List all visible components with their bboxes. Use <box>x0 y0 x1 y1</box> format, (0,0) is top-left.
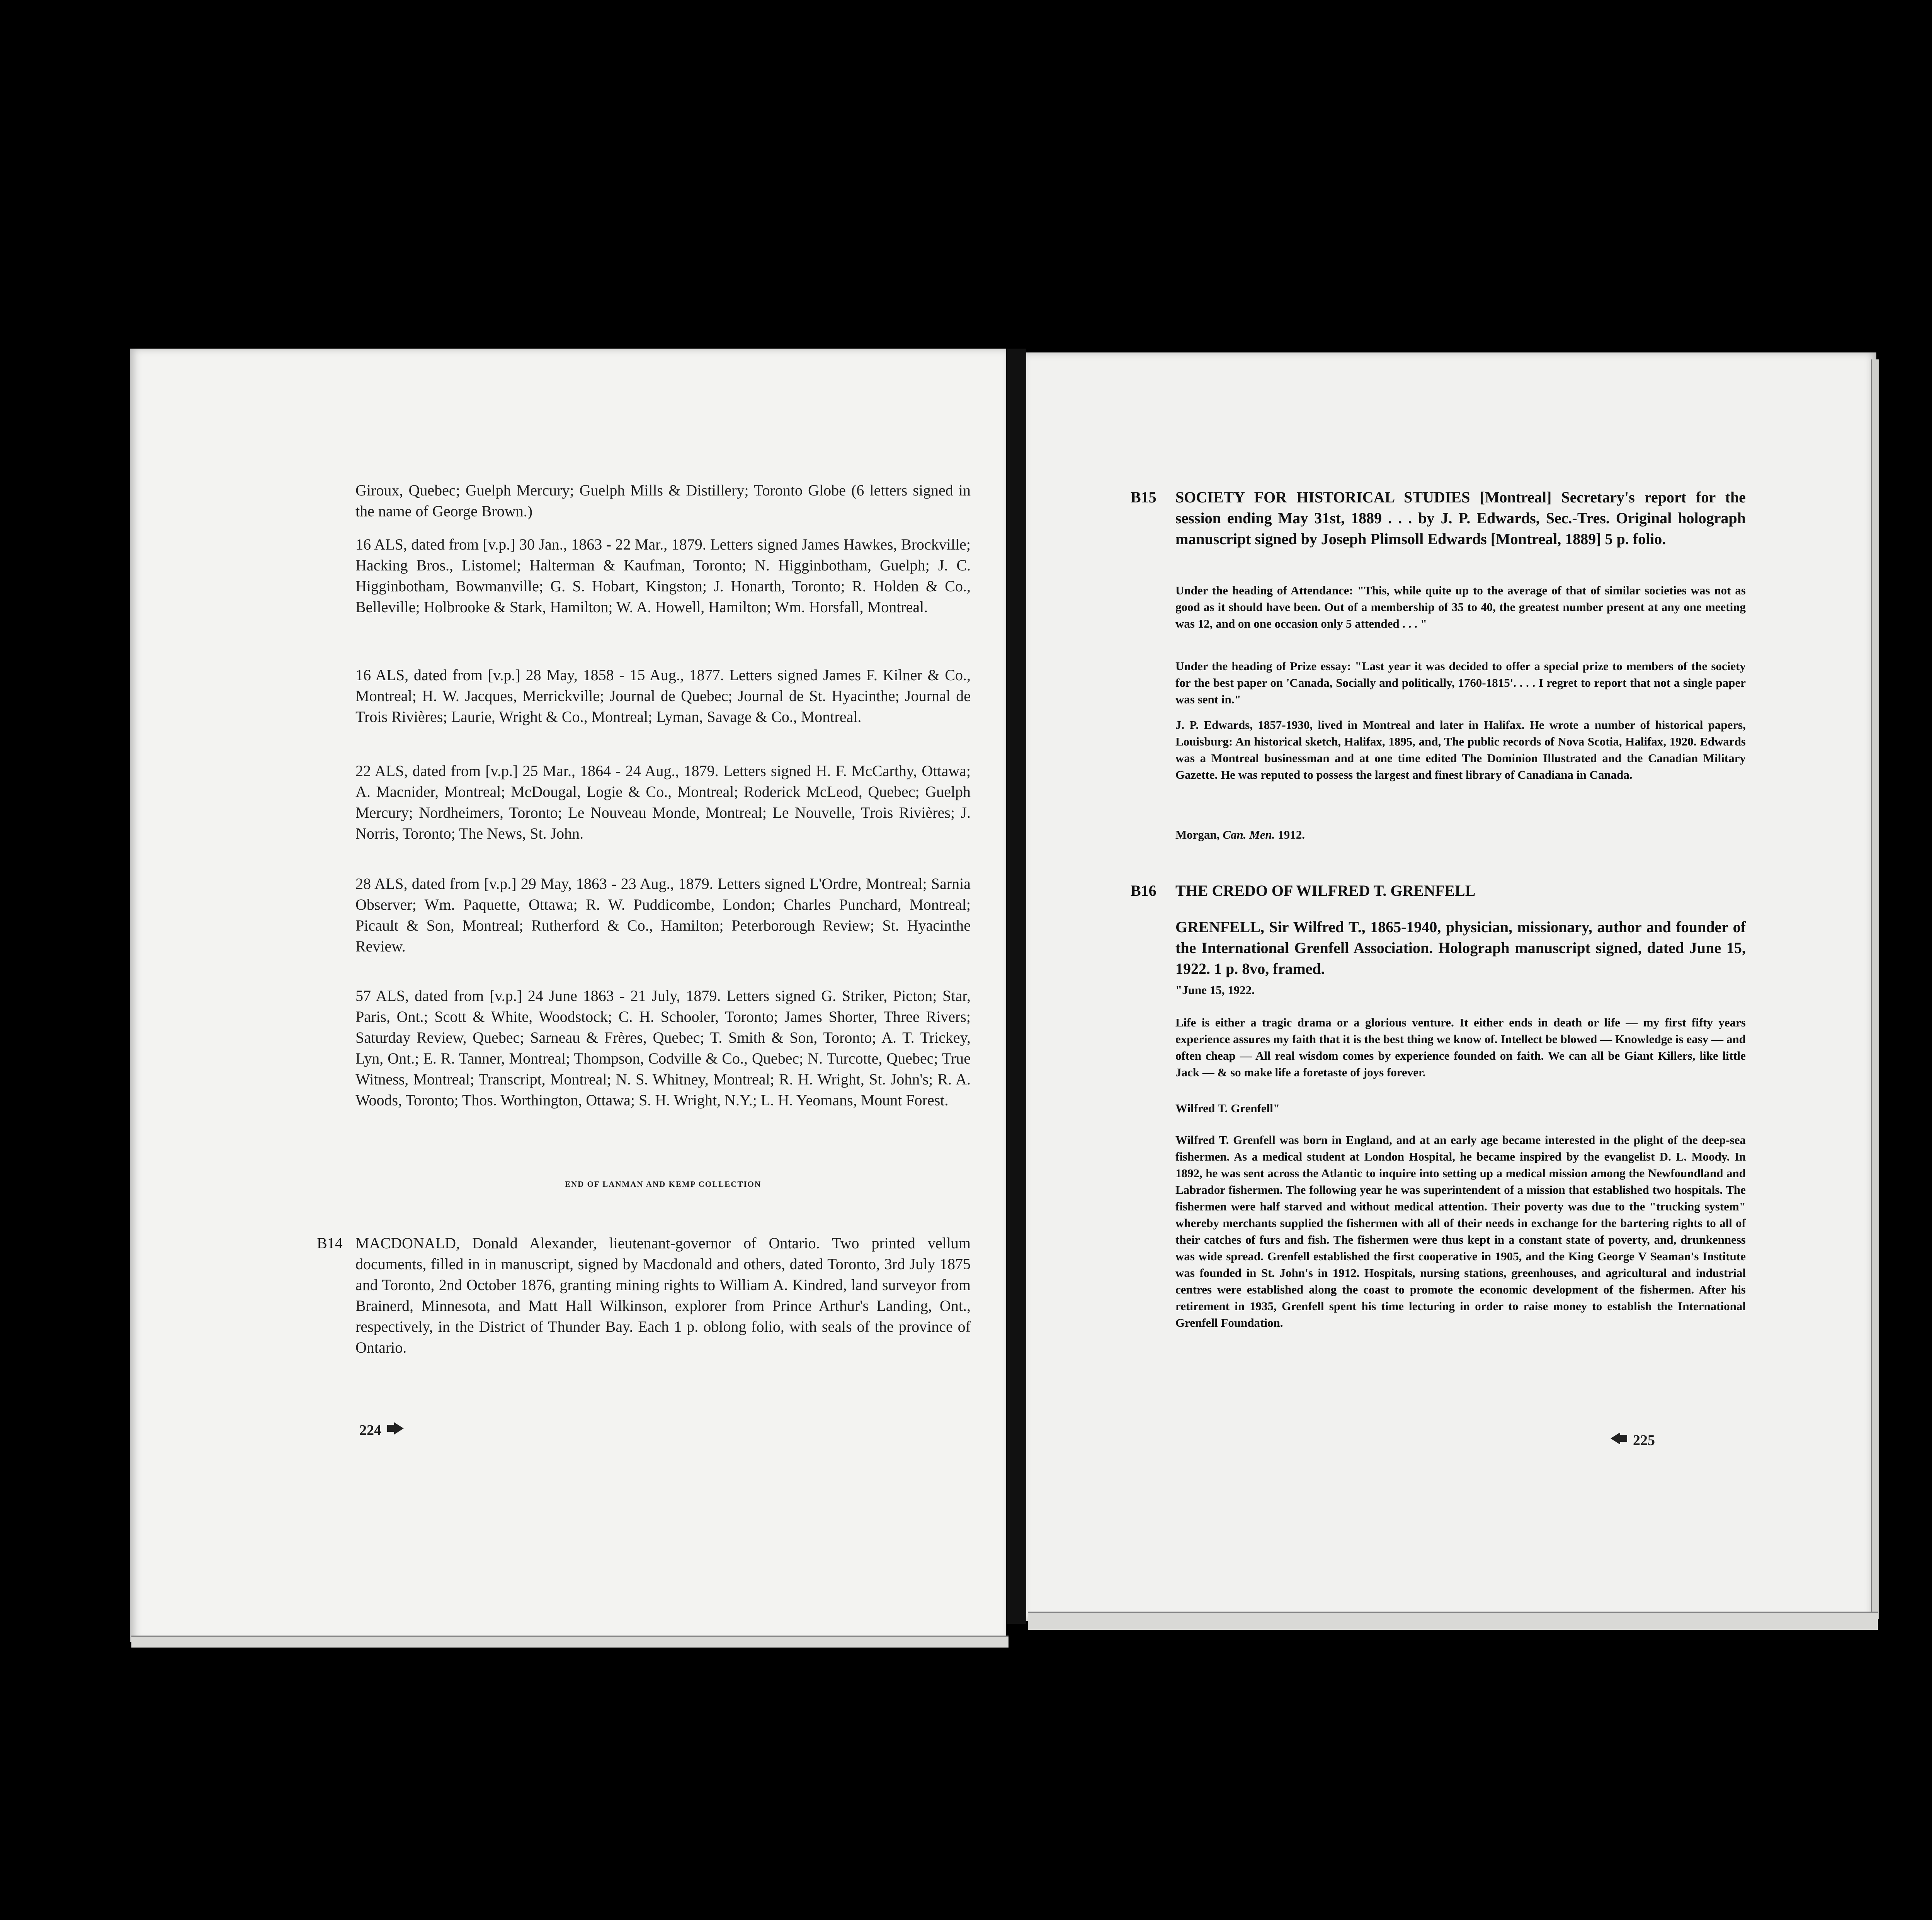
page-stack-edge <box>1871 359 1879 1619</box>
page-number-right <box>1610 1431 1655 1449</box>
lot-b16-signature: Wilfred T. Grenfell" <box>1175 1101 1280 1115</box>
left-page <box>130 349 1006 1642</box>
lot-b15-attendance: Under the heading of Attendance: "This, while quite up to the average of that of similar societies was not as good as it should have been. Out of a membership of 35 to 40, the greatest number present at any one meeting was 12, and on one occasion only 5 attended . . . " <box>1175 584 1746 630</box>
page-number-left <box>359 1421 405 1439</box>
lot-b15-prize-essay: Under the heading of Prize essay: "Last year it was decided to offer a special prize to members of the society for the best paper on 'Canada, Socially and politically, 1760-1815'. . . . I regret to report that not a single paper was sent in." <box>1175 659 1746 706</box>
end-of-collection-heading: END OF LANMAN AND KEMP COLLECTION <box>565 1180 761 1189</box>
lot-entry-16-als-a: 16 ALS, dated from [v.p.] 30 Jan., 1863 - 22 Mar., 1879. Letters signed James Hawkes, Brockville; Hacking Bros., Listomel; Halterman & Kaufman, Toronto; N. Higginbotham, Guelph; J. C. Higginbotham, Bowmanville; G. S. Hobart, Kingston; J. Honarth, Toronto; R. Holden & Co., Belleville; Holbrooke & Stark, Hamilton; W. A. Howell, Hamilton; Wm. Horsfall, Montreal. <box>355 536 971 616</box>
lot-entry-28-als: 28 ALS, dated from [v.p.] 29 May, 1863 - 23 Aug., 1879. Letters signed L'Ordre, Montreal; Sarnia Observer; Wm. Paquette, Ottawa; R. W. Puddicombe, London; Charles Punchard, Montreal; Picault & Son, Montreal; Rutherford & Co., Hamilton; Peterborough Review; St. Hyacinthe Review. <box>355 875 971 955</box>
lot-b16-biography: Wilfred T. Grenfell was born in England, and at an early age became interested in the plight of the deep-sea fishermen. As a medical student at London Hospital, he became inspired by the evangelist D. L. Moody. In 1892, he was sent across the Atlantic to inquire into setting up a medical mission among the Newfoundland and Labrador fishermen. The following year he was superintendent of a mission that established two hospitals. The fishermen were half starved and without medical attention. Their poverty was due to the "trucking system" whereby merchants supplied the fishermen with all of their needs in exchange for the bartering rights to all of their catches of furs and fish. The fishermen were thus kept in a constant state of poverty, and, drunkenness was wide spread. Grenfell established the first cooperative in 1905, and the King George V Seaman's Institute was founded in St. John's in 1912. Hospitals, nursing stations, greenhouses, and agricultural and industrial centres were established along the coast to promote the economic development of the fishermen. After his retirement in 1935, Grenfell spent his time lecturing in order to raise money to establish the International Grenfell Foundation. <box>1175 1133 1746 1329</box>
book-gutter <box>1006 349 1026 1624</box>
page-number: 225 <box>1633 1432 1655 1449</box>
lot-b14-description: MACDONALD, Donald Alexander, lieutenant-governor of Ontario. Two printed vellum documents, filled in in manuscript, signed by Macdonald and others, dated Toronto, 3rd July 1875 and Toronto, 2nd October 1876, granting mining rights to William A. Kindred, land surveyor from Brainerd, Minnesota, and Matt Hall Wilkinson, explorer from Prince Arthur's Landing, Ont., respectively, in the District of Thunder Bay. Each 1 p. oblong folio, with seals of the province of Ontario. <box>355 1234 971 1356</box>
page-stack-bottom-right <box>1028 1612 1878 1630</box>
lot-b15-biography: J. P. Edwards, 1857-1930, lived in Montreal and later in Halifax. He wrote a number of historical papers, Louisburg: An historical sketch, Halifax, 1895, and, The public records of Nova Scotia, Halifax, 1920. Edwards was a Montreal businessman and at one time edited The Dominion Illustrated and the Canadian Military Gazette. He was reputed to possess the largest and finest library of Canadiana in Canada. <box>1175 718 1746 781</box>
lot-entry-57-als: 57 ALS, dated from [v.p.] 24 June 1863 - 21 July, 1879. Letters signed G. Striker, Picton; Star, Paris, Ont.; Scott & White, Woodstock; C. H. Schooler, Toronto; James Shorter, Three Rivers; Saturday Review, Quebec; Sarneau & Frères, Quebec; T. Smith & Son, Toronto; A. T. Trickey, Lyn, Ont.; E. R. Tanner, Montreal; Thompson, Codville & Co., Quebec; N. Turcotte, Quebec; True Witness, Montreal; Transcript, Montreal; N. S. Whitney, Montreal; R. H. Wright, St. John's; R. A. Woods, Toronto; Thos. Worthington, Ottawa; S. H. Wright, N.Y.; L. H. Yeomans, Mount Forest. <box>355 987 971 1109</box>
pointing-hand-right-icon <box>387 1421 405 1439</box>
lot-b16-date: "June 15, 1922. <box>1175 983 1255 997</box>
continued-paragraph: Giroux, Quebec; Guelph Mercury; Guelph Mills & Distillery; Toronto Globe (6 letters signed in the name of George Brown.) <box>355 482 971 520</box>
lot-number-b15: B15 <box>1131 489 1156 506</box>
lot-b16-title: THE CREDO OF WILFRED T. GRENFELL <box>1175 882 1476 899</box>
lot-b15-reference <box>1175 826 1746 843</box>
lot-entry-16-als-b: 16 ALS, dated from [v.p.] 28 May, 1858 - 15 Aug., 1877. Letters signed James F. Kilner & Co., Montreal; H. W. Jacques, Merrickville; Journal de Quebec; Journal de St. Hyacinthe; Journal de Trois Rivières; Laurie, Wright & Co., Montreal; Lyman, Savage & Co., Montreal. <box>355 666 971 725</box>
lot-entry-22-als: 22 ALS, dated from [v.p.] 25 Mar., 1864 - 24 Aug., 1879. Letters signed H. F. McCarthy, Ottawa; A. Macnider, Montreal; McDougal, Logie & Co., Montreal; Roderick McLeod, Quebec; Guelph Mercury; Nordheimers, Toronto; Le Nouveau Monde, Montreal; Le Nouvelle, Trois Rivières; J. Norris, Toronto; The News, St. John. <box>355 762 971 842</box>
page-stack-bottom-left <box>131 1636 1009 1648</box>
lot-number-b16: B16 <box>1131 882 1156 899</box>
lot-b16-quote: Life is either a tragic drama or a glorious venture. It either ends in death or life — my first fifty years experience assures my faith that it is the best thing we know of. Intellect be blowed — Knowledge is easy — and often cheap — All real wisdom comes by experience founded on faith. We can all be Giant Killers, like little Jack — & so make life a foretaste of joys forever. <box>1175 1016 1746 1079</box>
lot-b16-heading: GRENFELL, Sir Wilfred T., 1865-1940, physician, missionary, author and founder of the International Grenfell Association. Holograph manuscript signed, dated June 15, 1922. 1 p. 8vo, framed. <box>1175 918 1746 977</box>
right-page <box>1026 352 1876 1621</box>
reference-year: 1912. <box>1275 828 1305 841</box>
lot-b15-heading: SOCIETY FOR HISTORICAL STUDIES [Montreal] Secretary's report for the session ending May 31st, 1889 . . . by J. P. Edwards, Sec.-Tres. Original holograph manuscript signed by Joseph Plimsoll Edwards [Montreal, 1889] 5 p. folio. <box>1175 489 1746 548</box>
page-number: 224 <box>359 1422 381 1438</box>
pointing-hand-left-icon <box>1610 1431 1628 1449</box>
lot-number-b14: B14 <box>317 1234 343 1252</box>
reference-author: Morgan, <box>1175 828 1223 841</box>
reference-title: Can. Men. <box>1223 828 1275 841</box>
